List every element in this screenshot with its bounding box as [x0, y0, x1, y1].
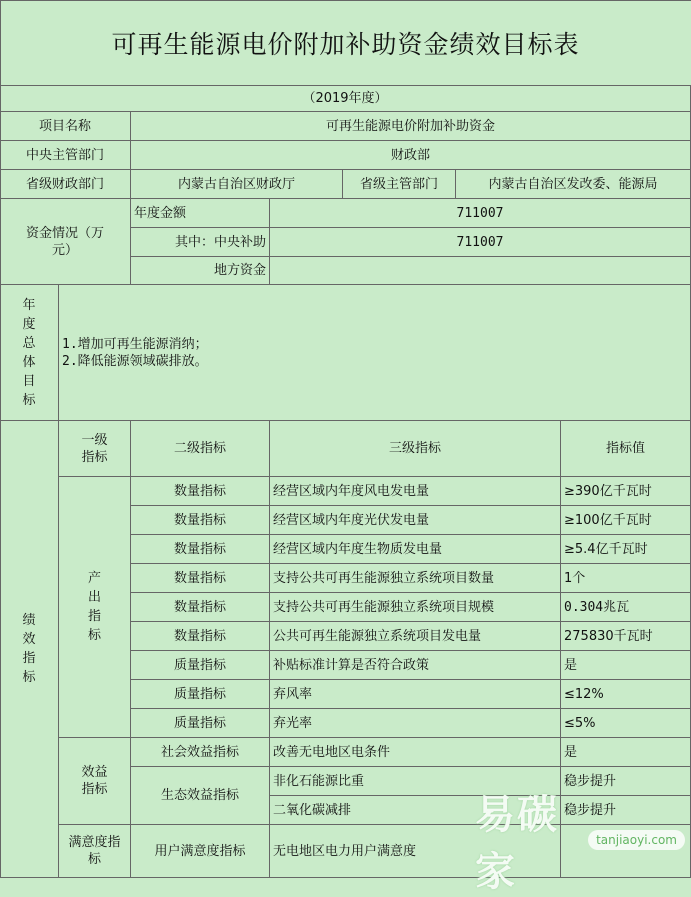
eco-benefit-value: 稳步提升 [561, 767, 691, 796]
watermark-logo-text: 易碳家 [475, 792, 559, 895]
output-l3: 经营区域内年度风电发电量 [270, 477, 561, 506]
sheet-title: 可再生能源电价附加补助资金绩效目标表 [0, 0, 691, 86]
central-subsidy-label: 其中：中央补助 [131, 228, 270, 257]
project-name-value: 可再生能源电价附加补助资金 [131, 112, 691, 141]
annual-amount-value: 711007 [270, 199, 691, 228]
eco-benefit-value: 稳步提升 [561, 796, 691, 825]
header-level2: 二级指标 [131, 421, 270, 477]
central-dept-label: 中央主管部门 [0, 141, 131, 170]
site-watermark [475, 792, 685, 895]
output-l2: 数量指标 [131, 593, 270, 622]
provincial-dept-value: 内蒙古自治区发改委、能源局 [456, 170, 691, 199]
output-l2: 数量指标 [131, 622, 270, 651]
funds-label: 资金情况（万元） [0, 199, 131, 285]
annual-goal-line: 1.增加可再生能源消纳； [62, 336, 208, 352]
output-value: ≤12% [561, 680, 691, 709]
eco-benefit-l2: 生态效益指标 [131, 767, 270, 825]
output-l2: 质量指标 [131, 651, 270, 680]
annual-amount-label: 年度金额 [131, 199, 270, 228]
output-l3: 支持公共可再生能源独立系统项目规模 [270, 593, 561, 622]
output-value: 0.304兆瓦 [561, 593, 691, 622]
output-l2: 数量指标 [131, 477, 270, 506]
performance-indicators-label: 绩效指标 [0, 421, 59, 878]
output-value: ≥100亿千瓦时 [561, 506, 691, 535]
watermark-domain-badge: tanjiaoyi.com [588, 830, 685, 850]
annual-goal-label: 年度总体目标 [0, 285, 59, 421]
social-benefit-l3: 改善无电地区电条件 [270, 738, 561, 767]
output-l2: 数量指标 [131, 506, 270, 535]
output-l2: 数量指标 [131, 564, 270, 593]
output-value: ≥5.4亿千瓦时 [561, 535, 691, 564]
output-indicators-label: 产出指标 [59, 477, 131, 738]
annual-goal-content [59, 285, 691, 421]
eco-benefit-l3: 非化石能源比重 [270, 767, 561, 796]
eco-benefit-l3: 二氧化碳减排 [270, 796, 561, 825]
project-name-label: 项目名称 [0, 112, 131, 141]
header-level1: 一级指标 [59, 421, 131, 477]
year-label: （2019年度） [0, 86, 691, 112]
output-l3: 弃光率 [270, 709, 561, 738]
output-l3: 补贴标准计算是否符合政策 [270, 651, 561, 680]
output-l3: 弃风率 [270, 680, 561, 709]
output-l3: 支持公共可再生能源独立系统项目数量 [270, 564, 561, 593]
output-value: ≤5% [561, 709, 691, 738]
local-funds-value [270, 257, 691, 285]
output-value: 1个 [561, 564, 691, 593]
benefit-indicators-label: 效益指标 [59, 738, 131, 825]
provincial-dept-label: 省级主管部门 [343, 170, 456, 199]
output-l3: 经营区域内年度光伏发电量 [270, 506, 561, 535]
annual-goal-line: 2.降低能源领域碳排放。 [62, 353, 208, 369]
social-benefit-value: 是 [561, 738, 691, 767]
header-value: 指标值 [561, 421, 691, 477]
output-value: ≥390亿千瓦时 [561, 477, 691, 506]
social-benefit-l2: 社会效益指标 [131, 738, 270, 767]
output-value: 275830千瓦时 [561, 622, 691, 651]
output-value: 是 [561, 651, 691, 680]
provincial-finance-value: 内蒙古自治区财政厅 [131, 170, 343, 199]
output-l3: 经营区域内年度生物质发电量 [270, 535, 561, 564]
local-funds-label: 地方资金 [131, 257, 270, 285]
central-dept-value: 财政部 [131, 141, 691, 170]
output-l2: 数量指标 [131, 535, 270, 564]
output-l2: 质量指标 [131, 709, 270, 738]
satisfaction-l2: 用户满意度指标 [131, 825, 270, 878]
header-level3: 三级指标 [270, 421, 561, 477]
output-l3: 公共可再生能源独立系统项目发电量 [270, 622, 561, 651]
satisfaction-indicators-label: 满意度指标 [59, 825, 131, 878]
output-l2: 质量指标 [131, 680, 270, 709]
central-subsidy-value: 711007 [270, 228, 691, 257]
provincial-finance-label: 省级财政部门 [0, 170, 131, 199]
satisfaction-l3: 无电地区电力用户满意度 [270, 825, 561, 878]
